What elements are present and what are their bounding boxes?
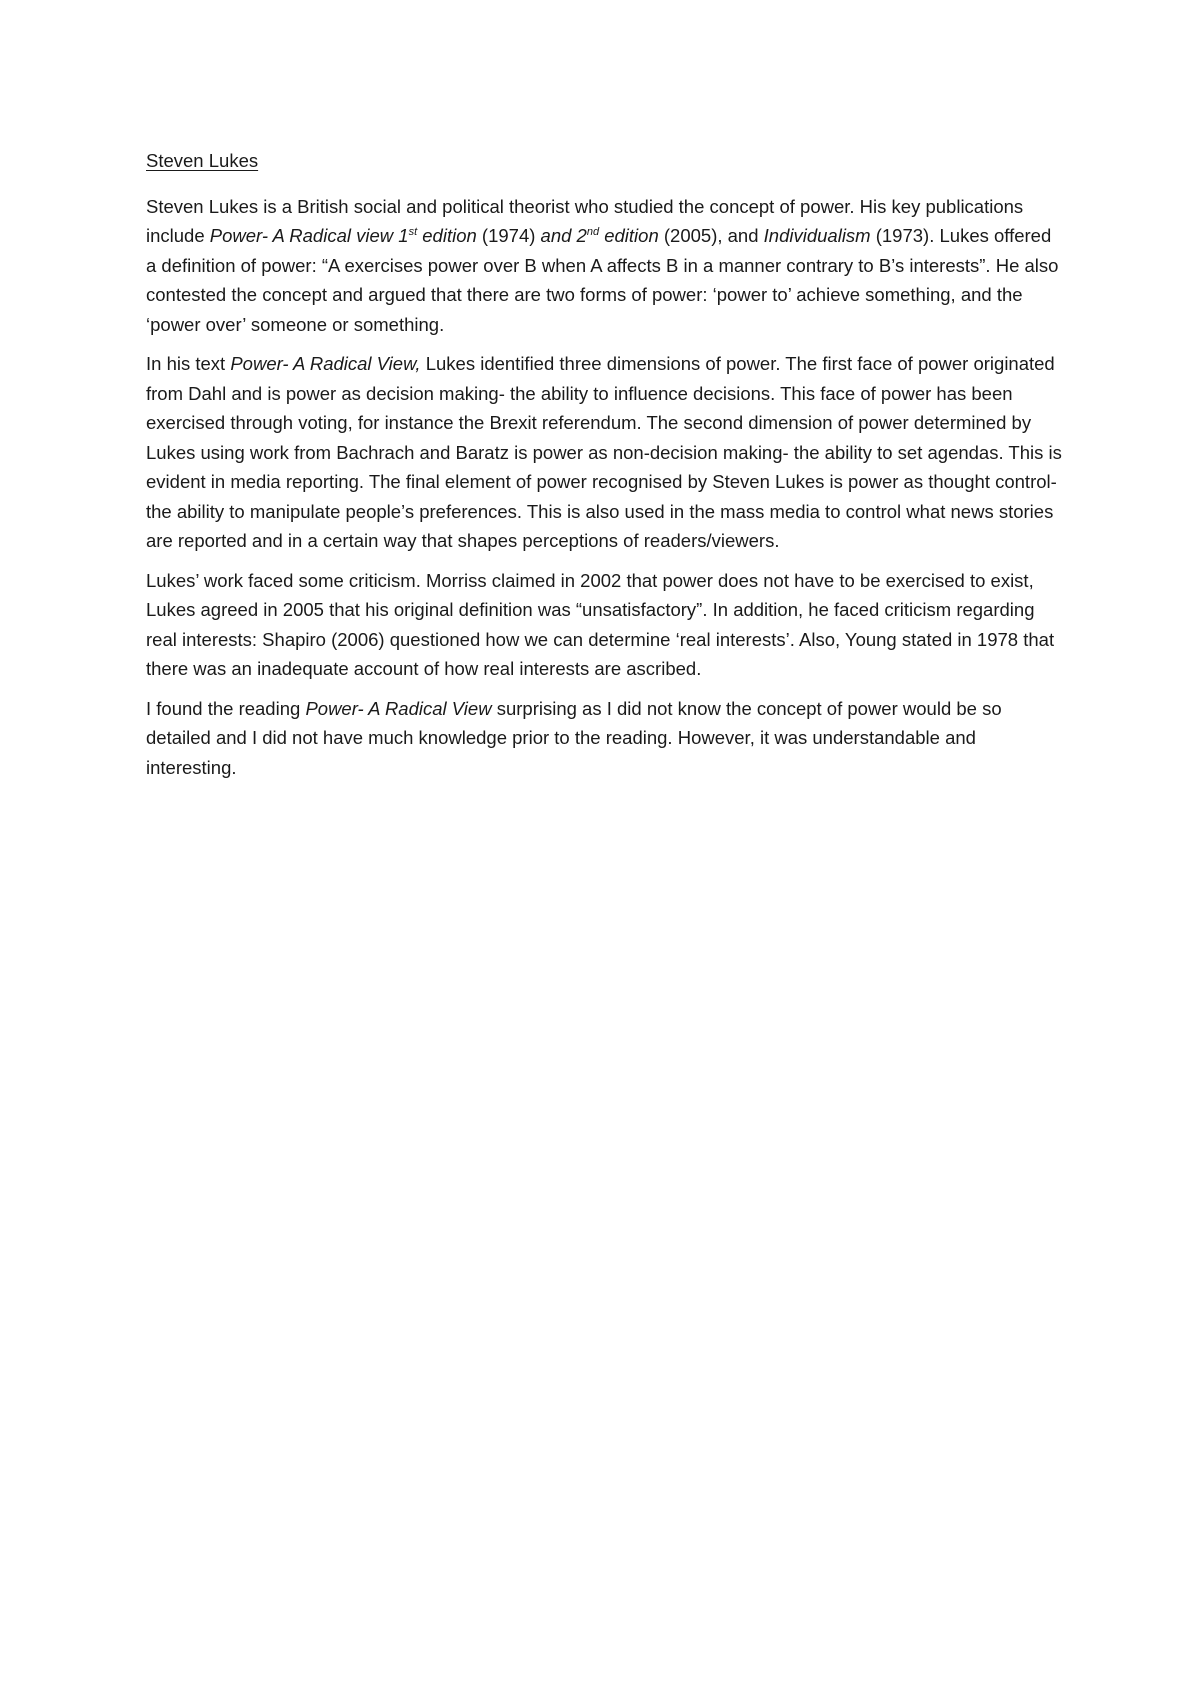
paragraph-dimensions	[146, 349, 1066, 556]
paragraph-reflection	[146, 694, 1066, 783]
p1-italic-1: Power- A Radical view 1	[209, 225, 409, 246]
p3-text-1: Lukes’ work faced some criticism. Morriss claimed in 2002 that power does not have to be exercised to exist, Lukes agreed in 2005 that his original definition was “unsatisfactory”. In addition, he faced criticism regarding real interests: Shapiro (2006) questioned how we can determine ‘real interests’. Also, Young stated in 1978 that there was an inadequate account of how real interests are ascribed.	[146, 569, 1055, 679]
p1-superscript-1: st	[408, 225, 418, 238]
p4-text-2: surprising as I did not know the concept of power would be so detailed and I did not have much knowledge prior to the reading. However, it was understandable and interesting.	[146, 697, 1002, 778]
p2-italic-1: Power- A Radical View,	[230, 353, 421, 374]
p2-text-1: In his text	[146, 353, 231, 374]
p4-italic-1: Power- A Radical View	[305, 697, 492, 719]
p2-text-2: Lukes identified three dimensions of power. The first face of power originated from Dahl and is power as decision making- the ability to influence decisions. This face of power has been exercised through voting, for instance the Brexit referendum. The second dimension of power determined by Lukes using work from Bachrach and Baratz is power as non-decision making- the ability to set agendas. This is evident in media reporting. The final element of power recognised by Steven Lukes is power as thought control- the ability to manipulate people’s preferences. This is also used in the mass media to control what news stories are reported and in a certain way that shapes perceptions of readers/viewers.	[146, 353, 1062, 551]
p1-superscript-2: nd	[586, 225, 600, 238]
paragraph-introduction	[146, 192, 1066, 340]
p1-text-3: (2005), and	[658, 225, 764, 246]
p1-italic-2: edition	[417, 225, 477, 246]
p1-text-2: (1974)	[476, 225, 541, 246]
p1-italic-3: and 2	[540, 225, 587, 246]
document-page	[146, 146, 1066, 792]
document-title: Steven Lukes	[146, 150, 259, 171]
p1-italic-5: Individualism	[763, 225, 871, 246]
p1-italic-4: edition	[599, 225, 659, 246]
p4-text-1: I found the reading	[146, 697, 306, 719]
p1-text-1: Steven Lukes is a British social and political theorist who studied the concept of power. His key publications include	[146, 195, 1024, 246]
paragraph-criticism	[146, 566, 1066, 684]
p1-text-4: (1973). Lukes offered a definition of power: “A exercises power over B when A affects B in a manner contrary to B’s interests”. He also contested the concept and argued that there are two forms of power: ‘power to’ achieve something, and the ‘power over’ someone or something.	[146, 225, 1059, 335]
